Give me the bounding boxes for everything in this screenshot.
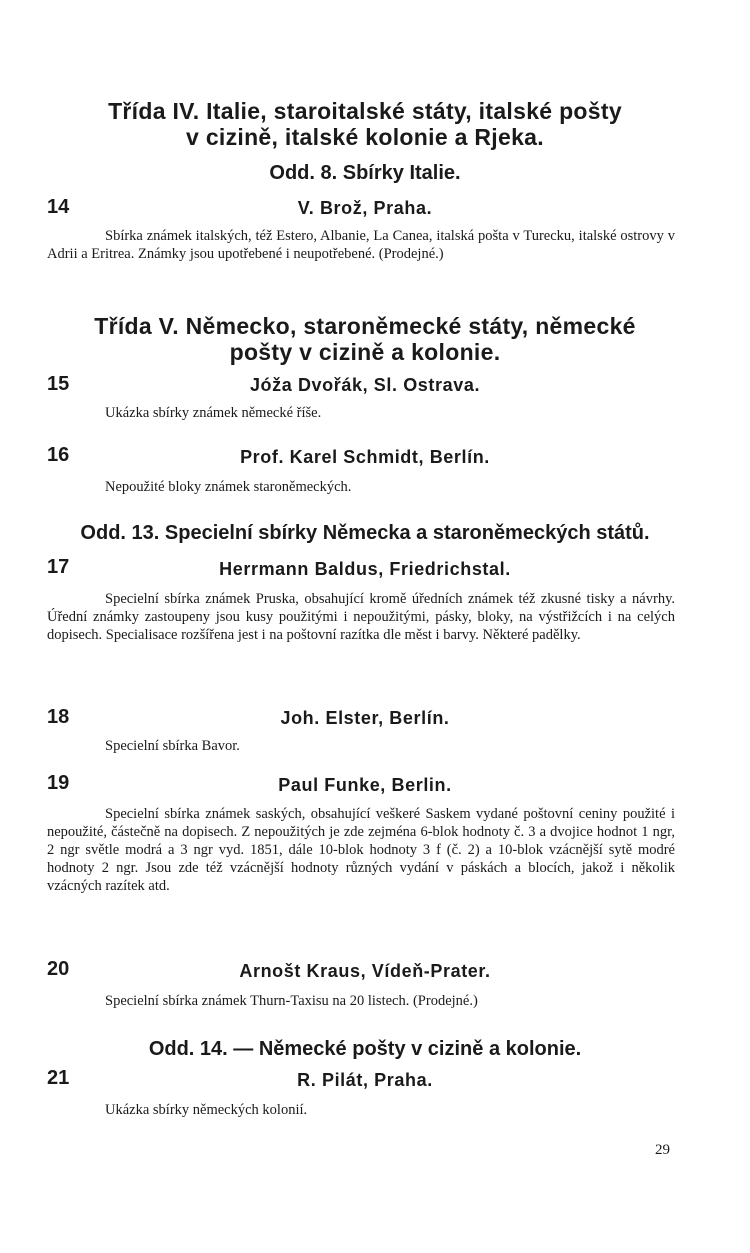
- entry-number: 14: [47, 196, 70, 218]
- exhibitor-name: Arnošt Kraus, Vídeň-Prater.: [239, 961, 491, 981]
- entry-description: Specielní sbírka známek Pruska, obsahující kromě úředních známek též zkusné tisky a návrhy. Úřední známky zastoupeny jsou kusy použitými i nepoužitými, pásky, bloky, na výstřižcích i na celých dopisech. Specialisace rozšířena jest i na poštovní razítka dle měst i barvy. Některé padělky.: [47, 591, 675, 643]
- exhibitor-name: V. Brož, Praha.: [297, 198, 433, 218]
- exhibitor-name: Prof. Karel Schmidt, Berlín.: [240, 447, 490, 467]
- dept-14-heading: Odd. 14. — Německé pošty v cizině a kolonie.: [148, 1038, 582, 1060]
- dept-8-heading: Odd. 8. Sbírky Italie.: [269, 162, 461, 184]
- entry-description: Ukázka sbírky známek německé říše.: [105, 405, 322, 421]
- entry-description: Ukázka sbírky německých kolonií.: [105, 1102, 308, 1118]
- class-iv-heading-line1: Třída IV. Italie, staroitalské státy, italské pošty: [108, 98, 622, 124]
- entry-description: Specielní sbírka Bavor.: [105, 738, 240, 754]
- entry-number: 21: [47, 1067, 70, 1089]
- entry-description: Sbírka známek italských, též Estero, Albanie, La Canea, italská pošta v Turecku, italské ostrovy v Adrii a Eritrea. Známky jsou upotřebené i neupotřebené. (Prodejné.): [47, 228, 675, 262]
- class-v-heading-line1: Třída V. Německo, staroněmecké státy, německé: [94, 313, 636, 339]
- entry-description: Nepoužité bloky známek staroněmeckých.: [105, 479, 352, 495]
- exhibitor-name: Paul Funke, Berlin.: [278, 775, 452, 795]
- page-number: 29: [655, 1142, 670, 1158]
- dept-13-heading: Odd. 13. Specielní sbírky Německa a staroněmeckých států.: [80, 522, 650, 544]
- class-iv-heading: [50, 98, 680, 150]
- entry-number: 20: [47, 958, 70, 980]
- entry-number: 18: [47, 706, 70, 728]
- entry-number: 15: [47, 373, 70, 395]
- exhibitor-name: R. Pilát, Praha.: [297, 1070, 433, 1090]
- exhibitor-name: Jóža Dvořák, Sl. Ostrava.: [249, 375, 481, 395]
- entry-number: 17: [47, 556, 70, 578]
- class-v-heading-line2: pošty v cizině a kolonie.: [229, 339, 501, 365]
- exhibitor-name: Joh. Elster, Berlín.: [280, 708, 450, 728]
- entry-number: 19: [47, 772, 70, 794]
- entry-description: Specielní sbírka známek Thurn-Taxisu na 20 listech. (Prodejné.): [105, 993, 478, 1009]
- entry-number: 16: [47, 444, 70, 466]
- class-iv-heading-line2: v cizině, italské kolonie a Rjeka.: [186, 124, 544, 150]
- class-v-heading: [50, 313, 680, 365]
- exhibitor-name: Herrmann Baldus, Friedrichstal.: [219, 559, 511, 579]
- entry-description: Specielní sbírka známek saských, obsahující veškeré Saskem vydané poštovní ceniny použité i nepoužité, částečně na dopisech. Z nepoužitých je zde zejména 6-blok hodnoty č. 3 a dvojice hodnot 1 ngr, 2 ngr světle modrá a 3 ngr vyd. 1851, dále 10-blok hodnoty 3 f (č. 2) a 10-blok vzácnější sytě modré hodnoty 2 ngr. Jsou zde též vzácnější hodnoty různých vydání v páskách a blocích, jakož i několik vzácných razítek atd.: [47, 806, 675, 894]
